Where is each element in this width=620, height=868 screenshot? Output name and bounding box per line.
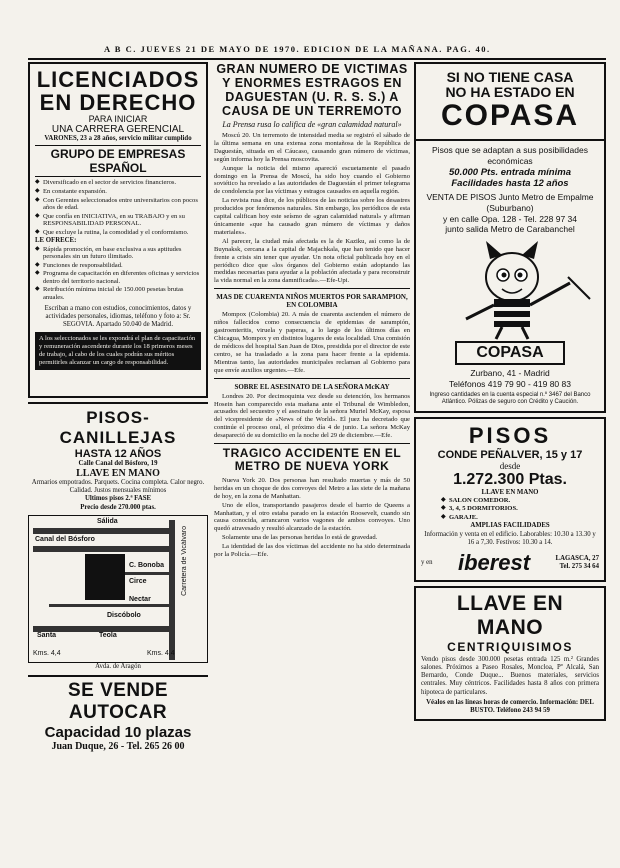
article4-paragraph: Solamente una de las personas heridas lo está de gravedad. <box>222 534 378 542</box>
penalver-facilities: AMPLIAS FACILIDADES <box>470 522 550 530</box>
copasa-body <box>416 141 604 410</box>
lic-offer: ◆ Rápida promoción, en base exclusiva a sus aptitudes personales sin un futuro ilimitado. <box>35 246 201 261</box>
canillejas-address: Calle Canal del Bósforo, 19 <box>78 460 158 467</box>
map-label-discobolo: Discóbolo <box>107 611 141 619</box>
copasa-question-1: SI NO TIENE CASA <box>446 69 574 85</box>
penalver-contact-phone: Tel. 275 34 64 <box>559 562 599 570</box>
mascot-illustration <box>420 237 604 341</box>
penalver-title: PISOS <box>468 422 552 448</box>
map-label-km1: Kms. 4,4 <box>33 649 61 657</box>
penalver-key: LLAVE EN MANO <box>481 488 539 496</box>
copasa-brand: COPASA <box>440 99 580 133</box>
map-label-km2: Kms. 4,4 <box>147 649 175 657</box>
copasa-address: Zurbano, 41 - Madrid <box>470 367 550 378</box>
penalver-features <box>441 497 599 522</box>
lic-feature: ◆ En constante expansión. <box>35 188 201 196</box>
lic-offer-label: LE OFRECE: <box>35 237 77 245</box>
copasa-logo: COPASA <box>455 341 565 365</box>
copasa-sale: VENTA DE PISOS Junto Metro de Empalme (Suburbano) <box>426 192 594 214</box>
llave-body: Vendo pisos desde 300.000 pesetas entrada 125 m.² Grandes salones. Próximos a Paseo Rosales, Moncloa, Pº Alcalá, San Bernardo, Conde Duque... Buenos materiales, servicios centrales. Muy céntricos. Facilidades hasta 8 años con primera hipoteca de particulares. <box>421 655 599 696</box>
copasa-question-2: NO HA ESTADO EN <box>445 83 575 100</box>
map-road <box>125 572 169 575</box>
article2-headline: MAS DE CUARENTA NIÑOS MUERTOS POR SARAMPION, EN COLOMBIA <box>216 293 408 310</box>
article1-body <box>214 132 410 285</box>
lic-group: GRUPO DE EMPRESAS ESPAÑOL <box>35 145 201 177</box>
article-divider <box>214 378 410 379</box>
lic-features <box>35 179 201 236</box>
location-map <box>28 515 208 663</box>
copasa-phone: Teléfonos 419 79 90 - 419 80 83 <box>449 378 571 389</box>
lic-contact: Escriban a mano con estudios, conocimientos, datos y actividades personales, idiomas, teléfono y foto a: Sr. SEGOVIA. Apartado 50.040 de Madrid. <box>44 304 192 328</box>
lic-feature: ◆ Con Gerentes seleccionados entre universitarios con pocos años de edad. <box>35 197 201 212</box>
article4-paragraph: Uno de ellos, transportando pasajeros desde el barrio de Queens a Manhattan, y el otro estaba parado en la estación Roosevelt, cuando sin causa conocida, arrancaron varios vagones de ambos convoyes. Uno quedó atravesado y resultó alcanzado de la estación. <box>214 501 410 533</box>
lic-subtitle: PARA INICIAR <box>88 114 148 125</box>
lic-title-1: LICENCIADOS <box>36 67 200 92</box>
map-label-vicalvaro: Carretera de Vicálvaro <box>181 525 188 596</box>
lic-title-2: EN DERECHO <box>39 90 197 116</box>
penalver-contact-address: LAGASCA, 27 <box>555 554 599 562</box>
penalver-desde: desde <box>499 460 521 471</box>
penalver-footer <box>421 550 599 576</box>
article3-paragraph: Londres 20. Por decimoquinta vez desde su detención, los hermanos Hosein han comparecido esta mañana ante el Tribunal de Wimbledon, acusados del secuestro y el asesinato de la señora Muriel McKay, esposa del vicepresidente de «News of the World». El juez ha decretado que continúe el proceso oral, el próximo día 4 de junio. La señora McKay desapareció de su domicilio en la noche del 29 de diciembre.—Efe. <box>214 392 410 440</box>
penalver-feature: ◆ GARAJE. <box>441 514 599 522</box>
autocar-title: SE VENDE AUTOCAR <box>67 679 169 723</box>
article2-paragraph: Mompox (Colombia) 20. A más de cuarenta ascienden el número de niños fallecidos como consecuencia de epidemias de sarampión, gastroenteritis, viruela y paperas, a lo largo de los últimos días en Chicagua, Mompox y en distintos lugares de esta localidad. Una comisión de médicos del hospital San Juan de Dios, presidida por el director de este centro, se ha trasladado a la zona para hacer frente a la epidemia. Mientras tanto, las autoridades municipales reclaman al Gobierno para que envíe auxilios urgentes.—Efe. <box>214 311 410 374</box>
article1-paragraph: Aunque la noticia del mismo apareció escuetamente el pasado domingo en la Prensa de Moscú, ha sido hoy cuando el Gobierno soviético ha revelado a las autoridades de Daguestán el primer telegrama de condolencia por las víctimas y estragos causados en aquella región. <box>214 164 410 196</box>
lic-offer: ◆ Retribución mínima inicial de 150.000 pesetas brutas anuales. <box>35 286 201 301</box>
map-road <box>33 528 169 534</box>
ad-copasa <box>414 62 606 413</box>
canillejas-desc: Armarios empotrados. Parquets. Cocina completa. Calor negro. Calidad. Justos mensuales mínimos <box>31 479 205 495</box>
header-rule <box>28 58 606 60</box>
article-divider <box>214 443 410 444</box>
lic-career: UNA CARRERA GERENCIAL <box>51 124 185 136</box>
penalver-by: y en <box>421 558 433 566</box>
lic-offer: ◆ Funciones de responsabilidad. <box>35 262 201 270</box>
lic-feature: ◆ Diversificado en el sector de servicios financieros. <box>35 179 201 187</box>
canillejas-price: Precio desde 270.000 ptas. <box>80 503 156 511</box>
article2-body <box>214 311 410 374</box>
page-header: A B C. JUEVES 21 DE MAYO DE 1970. EDICION DE LA MAÑANA. PAG. 40. <box>104 44 491 54</box>
copasa-header <box>416 64 604 141</box>
map-label-canal: Canal del Bósforo <box>35 535 95 543</box>
penalver-address: CONDE PEÑALVER, 15 y 17 <box>437 448 583 461</box>
article4-body <box>214 477 410 559</box>
copasa-facilities: Facilidades hasta 12 años <box>451 178 569 190</box>
article1-paragraph: La revista rusa dice, de los públicos de las noticias sobre los desastres producidos por fenómenos naturales. Sin embargo, los periódicos de esta capital califican hoy este seísmo de «gran calamidad natural» y afirman únicamente «que ha causado gran número de víctimas y daños materiales». <box>214 197 410 236</box>
article3-body <box>214 393 410 440</box>
map-label-salida: Sálida <box>97 517 118 525</box>
map-label-aragon: Avda. de Aragón <box>95 662 141 670</box>
map-label-santa: Santa <box>37 631 57 639</box>
article1-paragraph: Moscú 20. Un terremoto de intensidad media se registró el sábado de la última semana en una extensa zona montañosa de la República de Daguestán, situada en el Cáucaso, causando gran número de víctimas, según informa hoy la Prensa moscovita. <box>214 132 410 163</box>
center-column <box>214 62 410 852</box>
article1-paragraph: Al parecer, la ciudad más afectada es la de Kaziku, así como la de Buynaksk, cercana a la capital de Majachkala, que han tenido que hacer frente a crisis sin tener que ayudar. Un nota oficial publicada hoy en el periódico dice que «los órganos del Gobierno están adoptando las medidas necesarias para ayudar a la población afectada y para reconstruir la vida normal en la zona damnificada».—Efe-Upi. <box>214 237 410 285</box>
canillejas-title: PISOS-CANILLEJAS <box>59 408 177 447</box>
lic-feature: ◆ Que excluye la rutina, la comodidad y el conformismo. <box>35 229 201 237</box>
penalver-contact <box>556 555 599 571</box>
llave-footer: Véalos en las líneas horas de comercio. Información: DEL BUSTO. Teléfono 243 94 59 <box>426 698 594 714</box>
article1-lead: La Prensa rusa lo califica de «gran calamidad natural» <box>222 120 402 129</box>
map-road <box>49 604 169 607</box>
lic-feature: ◆ Que confía en INICIATIVA, en su TRABAJO y en su RESPONSABILIDAD PERSONAL. <box>35 213 201 228</box>
lic-offer: ◆ Programa de capacitación en diferentes oficinas y servicios dentro del territorio nacional. <box>35 270 201 285</box>
map-building <box>85 554 125 600</box>
iberest-logo: iberest <box>457 549 531 575</box>
map-label-circe: Circe <box>129 577 147 585</box>
penalver-feature: ◆ 3, 4, 5 DORMITORIOS. <box>441 505 599 513</box>
map-road <box>33 546 169 552</box>
map-label-bonoba: C. Bonoba <box>129 561 164 569</box>
lic-offers <box>35 246 201 302</box>
copasa-street: y en calle Opa. 128 - Tel. 228 97 34 <box>442 213 578 224</box>
ad-canillejas <box>28 402 208 671</box>
article4-headline: TRAGICO ACCIDENTE EN EL METRO DE NUEVA YORK <box>222 446 402 474</box>
llave-title: LLAVE EN MANO <box>456 591 564 639</box>
penalver-info: Información y venta en el edificio. Laborables: 10.30 a 13.30 y 16 a 7,30. Festivos: 10.30 a 14. <box>424 530 596 546</box>
penalver-feature: ◆ SALON COMEDOR. <box>441 497 599 505</box>
left-column <box>28 62 208 852</box>
article1-headline: GRAN NUMERO DE VICTIMAS Y ENORMES ESTRAGOS EN DAGUESTAN (U. R. S. S.) A CAUSA DE UN TERREMOTO <box>216 62 408 118</box>
ad-llave <box>414 586 606 721</box>
right-column <box>414 62 606 852</box>
ad-penalver <box>414 417 606 582</box>
canillejas-subtitle: HASTA 12 AÑOS <box>74 448 162 460</box>
ad-autocar <box>28 675 208 752</box>
copasa-bank: Ingreso cantidades en la cuenta especial n.º 3467 del Banco Atlántico. Pólizas de seguro con Crédito y Caución. <box>429 392 591 406</box>
lic-requirements: VARONES, 23 a 28 años, servicio militar cumplido <box>44 135 192 143</box>
canillejas-last: Ultimos pisos 2.ª FASE <box>84 495 152 503</box>
copasa-entry: 50.000 Pts. entrada mínima <box>449 166 571 178</box>
map-label-nectar: Nectar <box>129 595 151 603</box>
copasa-metro: junto salida Metro de Carabanchel <box>445 224 575 235</box>
map-label-teola: Teola <box>99 631 117 639</box>
autocar-contact: Juan Duque, 26 - Tel. 265 26 00 <box>51 740 185 752</box>
copasa-tagline: Pisos que se adaptan a sus posibilidades económicas <box>432 145 588 166</box>
lic-note: A los seleccionados se les expondrá el plan de capacitación y remuneración ascendente durante los 18 primeros meses de trabajo, al cabo de los cuales podrán sus méritos permitirles alcanzar un cargo de responsabilidad. <box>35 332 201 370</box>
penalver-price: 1.272.300 Ptas. <box>453 470 567 488</box>
map-road <box>169 520 175 660</box>
article4-paragraph: Nueva York 20. Dos personas han resultado muertas y más de 50 heridas en un choque de dos convoyes del Metro a las siete de la mañana de hoy, en la zona de Manhattan. <box>214 476 410 500</box>
article-divider <box>214 288 410 289</box>
autocar-capacity: Capacidad 10 plazas <box>44 723 192 741</box>
article4-paragraph: La identidad de las dos víctimas del accidente no ha sido determinada por la Policía.—Efe. <box>214 543 410 559</box>
llave-subtitle: CENTRIQUISIMOS <box>447 639 573 654</box>
ad-licenciados <box>28 62 208 398</box>
canillejas-key: LLAVE EN MANO <box>76 468 160 480</box>
article3-headline: SOBRE EL ASESINATO DE LA SEÑORA McKAY <box>234 382 390 391</box>
